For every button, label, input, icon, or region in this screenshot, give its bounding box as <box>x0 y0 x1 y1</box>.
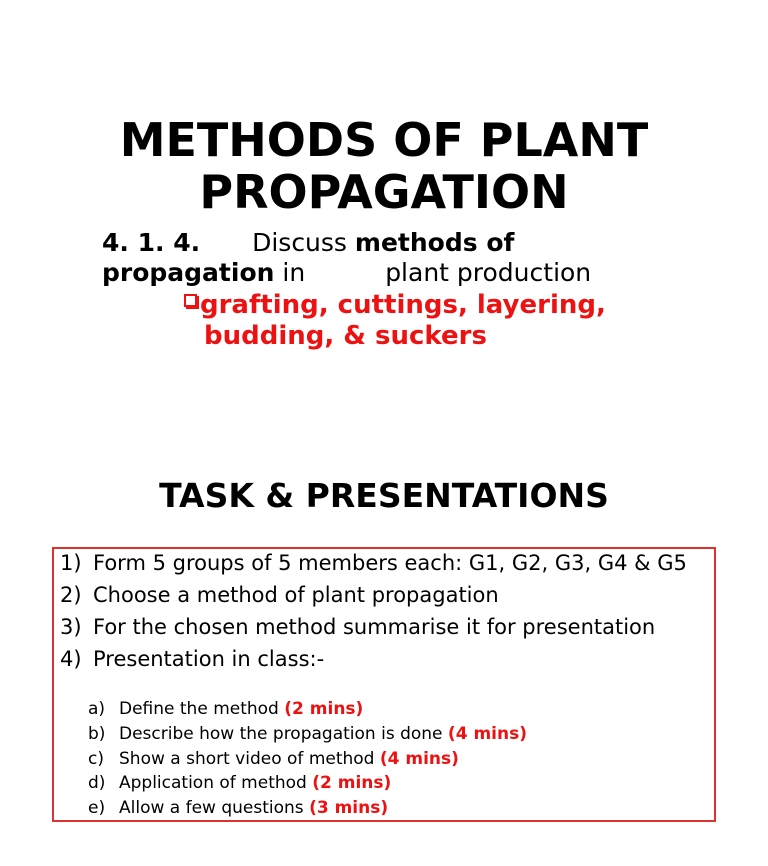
subtask-text: Show a short video of method (4 mins) <box>119 748 459 769</box>
objective-bold-1: methods of <box>354 228 515 257</box>
task-number: 1) <box>60 551 82 575</box>
subtask-item-a <box>88 699 688 719</box>
title-line-2: PROPAGATION <box>199 165 569 219</box>
subtask-letter: e) <box>88 798 106 819</box>
task-text: For the chosen method summarise it for presentation <box>93 615 656 639</box>
task-number: 3) <box>60 615 82 639</box>
methods-list <box>184 290 704 352</box>
task-item-4 <box>60 647 700 671</box>
subtask-letter: c) <box>88 748 104 769</box>
subtask-item-c <box>88 749 688 769</box>
task-text: Form 5 groups of 5 members each: G1, G2, G3, G4 & G5 <box>93 551 687 575</box>
subtask-list <box>88 699 688 823</box>
subtask-letter: d) <box>88 773 106 794</box>
subtask-text: Describe how the propagation is done (4 mins) <box>119 723 527 744</box>
subtask-item-d <box>88 773 688 793</box>
methods-text-2: budding, & suckers <box>204 321 487 351</box>
task-number: 2) <box>60 583 82 607</box>
title-line-1: METHODS OF PLANT <box>119 113 649 167</box>
subtask-time: (3 mins) <box>309 798 389 819</box>
subtask-item-b <box>88 724 688 744</box>
subtask-time: (2 mins) <box>312 773 392 794</box>
task-item-2 <box>60 583 700 607</box>
page-title <box>0 114 768 218</box>
objective-statement <box>102 228 702 288</box>
task-item-3 <box>60 615 700 639</box>
task-text: Presentation in class:- <box>93 647 325 671</box>
methods-text-1: grafting, cuttings, layering, <box>200 290 606 320</box>
subtask-time: (2 mins) <box>284 699 364 719</box>
task-number: 4) <box>60 647 82 671</box>
objective-word-in: in <box>282 258 306 287</box>
subtask-text: Allow a few questions (3 mins) <box>119 798 389 819</box>
subtask-text: Application of method (2 mins) <box>119 773 392 794</box>
task-list <box>60 551 700 679</box>
subtask-text: Define the method (2 mins) <box>119 699 364 719</box>
objective-code: 4. 1. 4. <box>102 228 201 257</box>
checkbox-icon <box>184 294 197 307</box>
subtask-time: (4 mins) <box>447 723 527 744</box>
methods-line-1 <box>184 290 704 321</box>
subtask-item-e <box>88 798 688 818</box>
subtask-time: (4 mins) <box>379 748 459 769</box>
objective-tail: plant production <box>385 258 592 287</box>
subtask-letter: b) <box>88 723 106 744</box>
subtask-letter: a) <box>88 699 106 719</box>
task-item-1 <box>60 551 700 575</box>
objective-verb: Discuss <box>252 228 347 257</box>
task-box <box>52 547 716 822</box>
task-heading: TASK & PRESENTATIONS <box>159 476 609 515</box>
task-text: Choose a method of plant propagation <box>93 583 499 607</box>
objective-bold-2: propagation <box>102 258 275 287</box>
methods-line-2 <box>184 321 704 352</box>
